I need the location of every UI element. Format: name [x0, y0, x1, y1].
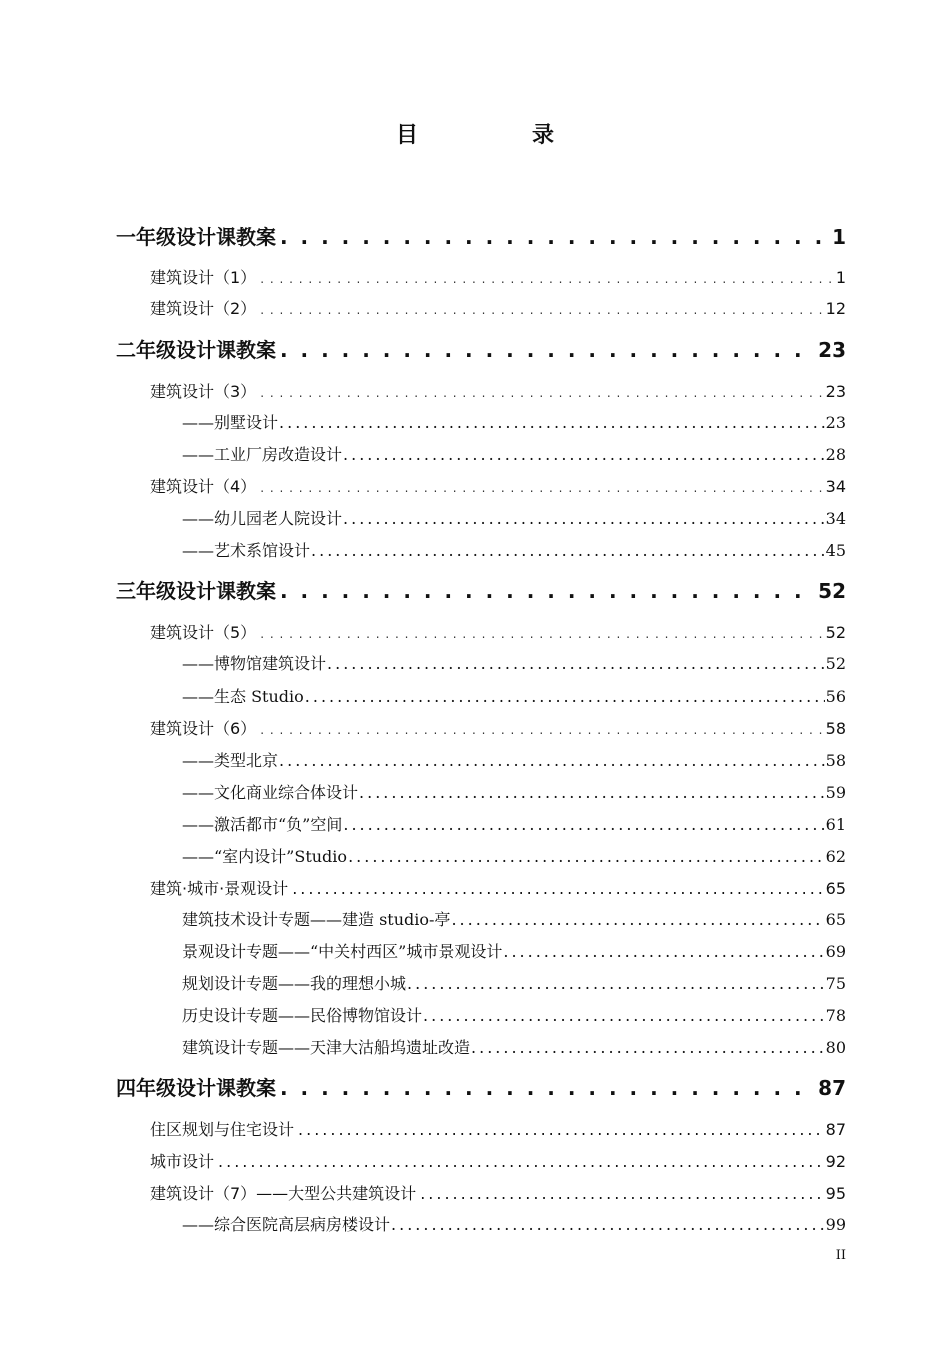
toc-subsection[interactable]	[182, 651, 846, 675]
toc-entry-label: 历史设计专题——民俗博物馆设计	[182, 1006, 423, 1025]
toc-subsection[interactable]	[182, 748, 846, 772]
toc-page-number: 65	[825, 879, 846, 898]
toc-section[interactable]	[150, 379, 846, 403]
toc-page-number: 28	[825, 445, 846, 464]
toc-entry-label: ——类型北京	[182, 751, 279, 770]
toc-page-number: 23	[818, 338, 846, 362]
page-number: II	[835, 1248, 846, 1263]
toc-subsection[interactable]	[182, 939, 846, 963]
dot-leader	[343, 815, 824, 834]
toc-entry-label: 一年级设计课教案	[116, 225, 276, 249]
toc-page-number: 95	[825, 1184, 846, 1203]
toc-entry-label: ——别墅设计	[182, 413, 279, 432]
toc-chapter[interactable]	[116, 575, 846, 603]
toc-page-number: 52	[818, 579, 846, 603]
toc-page-number: 58	[825, 751, 846, 770]
dot-leader	[218, 1152, 822, 1171]
toc-section[interactable]	[150, 474, 846, 498]
dot-leader	[292, 879, 821, 898]
toc-section[interactable]	[150, 1149, 846, 1173]
toc-entry-label: 规划设计专题——我的理想小城	[182, 974, 407, 993]
dot-leader	[280, 225, 828, 249]
toc-entry-label: 三年级设计课教案	[116, 579, 276, 603]
toc-subsection[interactable]	[182, 907, 846, 931]
toc-entry-label: ——生态 Studio	[182, 687, 304, 706]
toc-subsection[interactable]	[182, 506, 846, 530]
toc-entry-label: ——艺术系馆设计	[182, 541, 311, 560]
toc-page-number: 69	[825, 942, 846, 961]
toc-entry-label: 建筑设计（7）——大型公共建筑设计	[150, 1184, 417, 1203]
toc-page-number: 62	[825, 847, 846, 866]
toc-subsection[interactable]	[182, 971, 846, 995]
toc-section[interactable]	[150, 716, 846, 740]
dot-leader	[280, 579, 814, 603]
toc-page-number: 87	[825, 1120, 846, 1139]
toc-page-number: 1	[832, 225, 846, 249]
dot-leader	[280, 1076, 814, 1100]
dot-leader	[327, 654, 825, 673]
toc-entry-label: 四年级设计课教案	[116, 1076, 276, 1100]
toc-section[interactable]	[150, 265, 846, 289]
toc-page-number: 52	[825, 654, 846, 673]
toc-subsection[interactable]	[182, 538, 846, 562]
toc-page-number: 34	[825, 509, 846, 528]
toc-page-number: 58	[825, 719, 846, 738]
toc-page-number: 92	[825, 1152, 846, 1171]
dot-leader	[260, 477, 821, 496]
dot-leader	[260, 719, 821, 738]
toc-entry-label: ——综合医院高层病房楼设计	[182, 1215, 391, 1234]
toc-section[interactable]	[150, 876, 846, 900]
dot-leader	[420, 1184, 821, 1203]
dot-leader	[503, 942, 824, 961]
toc-entry-label: ——激活都市“负”空间	[182, 815, 343, 834]
toc-page-number: 56	[825, 687, 846, 706]
toc-page-number: 99	[825, 1215, 846, 1234]
toc-entry-label: 建筑设计（1）	[150, 268, 257, 287]
page-title: 目 录	[395, 123, 600, 148]
dot-leader	[471, 1038, 825, 1057]
toc-entry-label: 建筑设计（6）	[150, 719, 257, 738]
toc-subsection[interactable]	[182, 844, 846, 868]
toc-page-number: 1	[835, 268, 846, 287]
dot-leader	[343, 509, 825, 528]
toc-subsection[interactable]	[182, 410, 846, 434]
toc-entry-label: 建筑设计（5）	[150, 623, 257, 642]
toc-page-number: 59	[825, 783, 846, 802]
toc-page-number: 75	[825, 974, 846, 993]
toc-page-number: 61	[825, 815, 846, 834]
dot-leader	[359, 783, 825, 802]
toc-subsection[interactable]	[182, 780, 846, 804]
toc-page-number: 87	[818, 1076, 846, 1100]
toc-entry-label: ——工业厂房改造设计	[182, 445, 343, 464]
dot-leader	[423, 1006, 825, 1025]
toc-page-number: 52	[825, 623, 846, 642]
dot-leader	[279, 751, 825, 770]
toc-entry-label: 建筑设计（2）	[150, 299, 257, 318]
toc-subsection[interactable]	[182, 1212, 846, 1236]
toc-entry-label: ——幼儿园老人院设计	[182, 509, 343, 528]
toc-chapter[interactable]	[116, 334, 846, 362]
toc-entry-label: 城市设计	[150, 1152, 215, 1171]
toc-entry-label: 建筑·城市·景观设计	[150, 879, 289, 898]
toc-entry-label: 建筑设计专题——天津大沽船坞遗址改造	[182, 1038, 471, 1057]
toc-entry-label: 建筑设计（3）	[150, 382, 257, 401]
toc-subsection[interactable]	[182, 684, 846, 708]
dot-leader	[260, 623, 821, 642]
dot-leader	[260, 299, 821, 318]
toc-page-number: 23	[825, 413, 846, 432]
toc-entry-label: ——博物馆建筑设计	[182, 654, 327, 673]
toc-page-number: 80	[825, 1038, 846, 1057]
toc-section[interactable]	[150, 1117, 846, 1141]
toc-subsection[interactable]	[182, 1035, 846, 1059]
toc-subsection[interactable]	[182, 812, 846, 836]
dot-leader	[391, 1215, 825, 1234]
toc-section[interactable]	[150, 620, 846, 644]
toc-page-number: 45	[825, 541, 846, 560]
toc-page-number: 34	[825, 477, 846, 496]
toc-section[interactable]	[150, 1181, 846, 1205]
toc-entry-label: 建筑设计（4）	[150, 477, 257, 496]
toc-page-number: 12	[825, 299, 846, 318]
toc-chapter[interactable]	[116, 1072, 846, 1100]
dot-leader	[280, 338, 814, 362]
toc-subsection[interactable]	[182, 1003, 846, 1027]
toc-entry-label: ——文化商业综合体设计	[182, 783, 359, 802]
dot-leader	[407, 974, 825, 993]
dot-leader	[348, 847, 825, 866]
dot-leader	[451, 910, 824, 929]
dot-leader	[260, 268, 832, 287]
toc-entry-label: 建筑技术设计专题——建造 studio-亭	[182, 910, 451, 929]
toc-section[interactable]	[150, 296, 846, 320]
dot-leader	[305, 687, 825, 706]
toc-page-number: 23	[825, 382, 846, 401]
toc-page-number: 78	[825, 1006, 846, 1025]
toc-page-number: 65	[825, 910, 846, 929]
toc-entry-label: 二年级设计课教案	[116, 338, 276, 362]
dot-leader	[343, 445, 825, 464]
dot-leader	[260, 382, 821, 401]
toc-entry-label: ——“室内设计”Studio	[182, 847, 348, 866]
toc-chapter[interactable]	[116, 221, 846, 249]
toc-subsection[interactable]	[182, 442, 846, 466]
dot-leader	[279, 413, 825, 432]
dot-leader	[298, 1120, 822, 1139]
toc-entry-label: 景观设计专题——“中关村西区”城市景观设计	[182, 942, 503, 961]
dot-leader	[311, 541, 825, 560]
toc-entry-label: 住区规划与住宅设计	[150, 1120, 295, 1139]
